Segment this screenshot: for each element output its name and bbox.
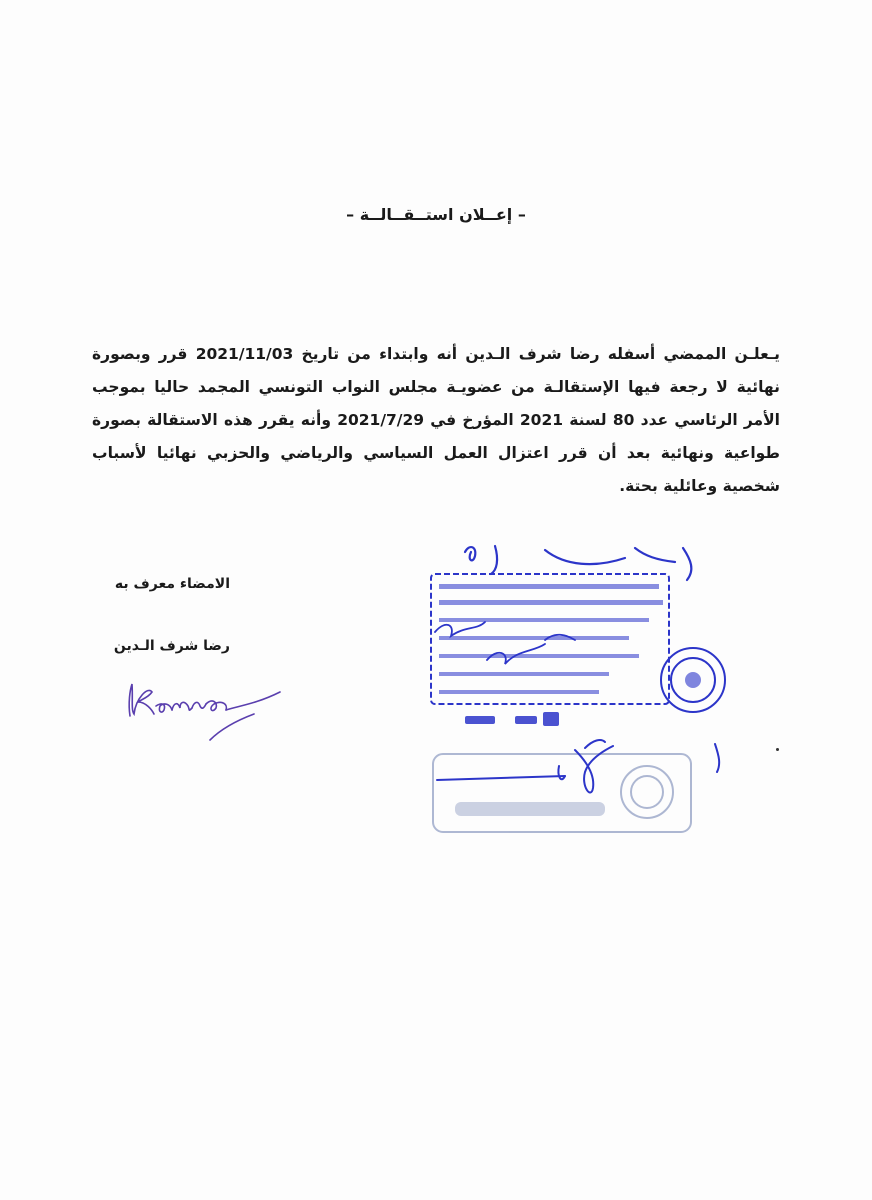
signature-certified-label: الامضاء معرف به	[114, 576, 230, 592]
handwritten-signature-icon	[118, 668, 298, 758]
stamp-graphic-icon	[425, 540, 755, 850]
page-title: – إعــلان استــقــالــة –	[346, 205, 526, 224]
page-mark	[776, 748, 779, 751]
signatory-name: رضا شرف الـدين	[113, 638, 230, 654]
official-stamp	[425, 540, 755, 850]
body-paragraph: يـعلـن الممضي أسفله رضا شرف الـدين أنه وابتداء من تاريخ 2021/11/03 قرر وبصورة نهائية لا رجعة فيها الإستقالـة من عضويـة مجلس النواب التونسي المجمد حاليا بموجب الأمر الرئاسي عدد 80 لسنة 2021 المؤرخ في 2021/7/29 وأنه يقرر هذه الاستقالة بصورة طواعية ونهائية بعد أن قرر اعتزال العمل السياسي والرياضي والحزبي نهائيا لأسباب شخصية وعائلية بحتة.	[92, 345, 780, 495]
resignation-body	[92, 338, 780, 503]
